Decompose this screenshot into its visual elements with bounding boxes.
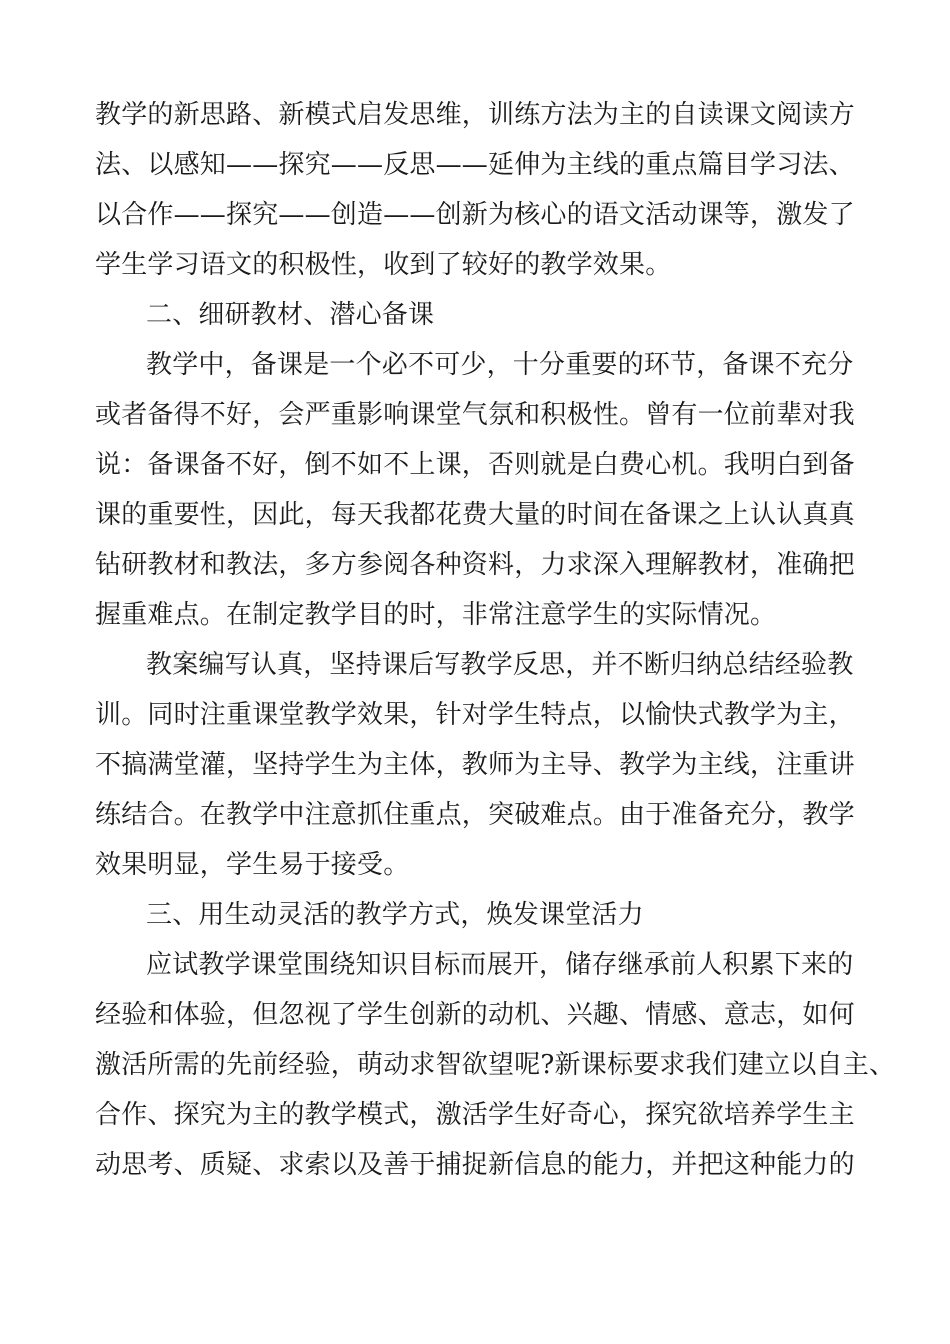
text-line: 训。同时注重课堂教学效果，针对学生特点，以愉快式教学为主， <box>95 700 855 730</box>
text-line: 合作、探究为主的教学模式，激活学生好奇心，探究欲培养学生主 <box>95 1100 855 1130</box>
text-line: 课的重要性，因此，每天我都花费大量的时间在备课之上认认真真 <box>95 500 855 530</box>
section-heading: 三、用生动灵活的教学方式，焕发课堂活力 <box>146 900 644 930</box>
text-line: 经验和体验，但忽视了学生创新的动机、兴趣、情感、意志，如何 <box>95 1000 855 1030</box>
section-heading: 二、细研教材、潜心备课 <box>146 300 435 330</box>
text-line: 不搞满堂灌，坚持学生为主体，教师为主导、教学为主线，注重讲 <box>95 750 855 780</box>
text-line: 学生学习语文的积极性，收到了较好的教学效果。 <box>95 250 672 280</box>
text-line: 激活所需的先前经验，萌动求智欲望呢?新课标要求我们建立以自主、 <box>95 1050 896 1080</box>
text-line: 以合作——探究——创造——创新为核心的语文活动课等，激发了 <box>95 200 855 230</box>
text-line: 握重难点。在制定教学目的时，非常注意学生的实际情况。 <box>95 600 777 630</box>
text-line: 练结合。在教学中注意抓住重点，突破难点。由于准备充分，教学 <box>95 800 855 830</box>
text-line: 效果明显，学生易于接受。 <box>95 850 410 880</box>
text-line: 动思考、质疑、求索以及善于捕捉新信息的能力，并把这种能力的 <box>95 1150 855 1180</box>
text-line: 应试教学课堂围绕知识目标而展开，储存继承前人积累下来的 <box>146 950 854 980</box>
text-line: 教学中，备课是一个必不可少，十分重要的环节，备课不充分 <box>146 350 854 380</box>
text-line: 说：备课备不好，倒不如不上课，否则就是白费心机。我明白到备 <box>95 450 855 480</box>
text-line: 教案编写认真，坚持课后写教学反思，并不断归纳总结经验教 <box>146 650 854 680</box>
text-line: 或者备得不好，会严重影响课堂气氛和积极性。曾有一位前辈对我 <box>95 400 855 430</box>
text-line: 法、以感知——探究——反思——延伸为主线的重点篇目学习法、 <box>95 150 855 180</box>
text-line: 教学的新思路、新模式启发思维，训练方法为主的自读课文阅读方 <box>95 100 855 130</box>
text-line: 钻研教材和教法，多方参阅各种资料，力求深入理解教材，准确把 <box>95 550 855 580</box>
